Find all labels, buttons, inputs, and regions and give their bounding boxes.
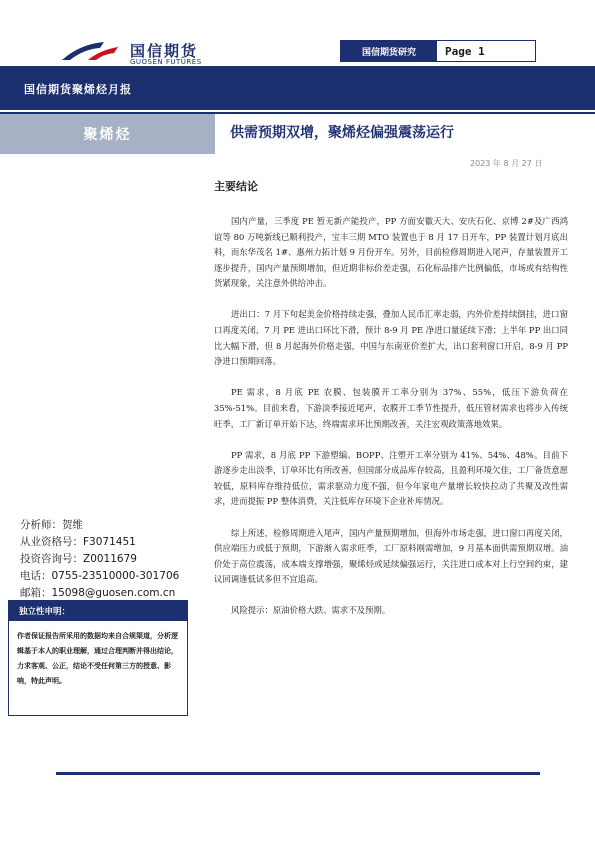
logo-chinese-name: 国信期货: [130, 42, 199, 60]
paragraph-production: 国内产量，三季度 PE 暂无新产能投产，PP 方面安徽天大、安庆石化、京博 2#及广西鸿谊等 80 万吨新线已顺利投产，宝丰三期 MTO 装置也于 8 月 17 日开车，PP 装置计划月底出料，而东华茂名 1#、惠州力拓计划 9 月份开车。另外，目前检修周期进入尾声，存量装置开工逐步提升，国内产量预期增加，但近期非标价差走强，石化标品排产比例偏低，市场或有结构性货紧现象，关注意外供给冲击。: [214, 216, 568, 289]
research-label: 国信期货研究: [341, 41, 437, 61]
analyst-phone: 电话：0755-23510000-301706: [20, 570, 180, 582]
logo-mark-icon: [60, 40, 124, 62]
logo-english-name: GUOSEN FUTURES: [130, 58, 202, 66]
report-title: 供需预期双增，聚烯烃偏强震荡运行: [230, 125, 454, 141]
report-title-bar: [0, 114, 595, 154]
category-label: 聚烯烃: [0, 114, 215, 154]
disclaimer-title: 独立性申明：: [9, 601, 187, 621]
header-page-box: [340, 40, 536, 62]
disclaimer-text: 作者保证报告所采用的数据均来自合规渠道，分析逻辑基于本人的职业理解，通过合理判断并得出结论，力求客观、公正，结论不受任何第三方的授意、影响，特此声明。: [17, 632, 178, 685]
paragraph-summary: 综上所述，检修周期进入尾声，国内产量预期增加，但海外市场走强，进口窗口再度关闭，供应端压力或低于预期，下游渐入需求旺季，工厂原料刚需增加，9 月基本面供需预期双增。油价处于高位震荡，成本端支撑增强，聚烯烃或延续偏强运行，关注进口成本对上行空间约束，建议回调逢低试多但不宜追高。: [214, 527, 568, 585]
analyst-info: [20, 517, 205, 602]
series-title: 国信期货聚烯烃月报: [24, 83, 132, 96]
analyst-name: 分析师：贺维: [20, 519, 83, 531]
analyst-license: 从业资格号：F3071451: [20, 536, 136, 548]
analyst-consult-number: 投资咨询号：Z0011679: [20, 553, 137, 565]
paragraph-import-export: 进出口：7 月下旬起美金价格持续走强，叠加人民币汇率走弱，内外价差持续倒挂，进口窗口再度关闭，7 月 PE 进出口环比下滑，预计 8-9 月 PE 净进口量延续下滑；上半年 PP 出口同比大幅下滑，但 8 月起海外价格走强，中国与东南亚价差扩大，出口套利窗口开启，8-9 月 PP 净进口预期回落。: [214, 309, 568, 367]
paragraph-pp-demand: PP 需求，8 月底 PP 下游塑编、BOPP、注塑开工率分别为 41%、54%、48%。目前下游逐步走出淡季，订单环比有所改善，但国部分成品库存较高，且盈利环境欠佳，工厂备货意愿较低，原料库存维持低位，需求驱动力度不强，但今年家电产量增长较快拉动了共聚及改性需求，进而提振 PP 整体消费，关注低库存环境下企业补库情况。: [214, 449, 568, 507]
page-number: Page 1: [445, 44, 485, 58]
paragraph-risk: 风险提示：原油价格大跌、需求不及预期。: [231, 605, 391, 616]
company-logo: [60, 40, 230, 68]
report-date: 2023 年 8 月 27 日: [470, 159, 543, 168]
series-title-bar: [0, 66, 595, 110]
independence-statement: [8, 600, 188, 716]
analyst-email: 邮箱：15098@guosen.com.cn: [20, 587, 176, 599]
footer-divider: [56, 772, 540, 775]
paragraph-pe-demand: PE 需求，8 月底 PE 农膜、包装膜开工率分别为 37%、55%，低压下游负荷在 35%-51%。目前来看，下游淡季接近尾声，农膜开工季节性提升，低压管材需求也将步入传统旺季，工厂新订单开始下达，终端需求环比预期改善，关注宏观政策落地效果。: [214, 387, 568, 429]
section-heading: 主要结论: [214, 180, 258, 193]
main-content: [214, 178, 568, 634]
